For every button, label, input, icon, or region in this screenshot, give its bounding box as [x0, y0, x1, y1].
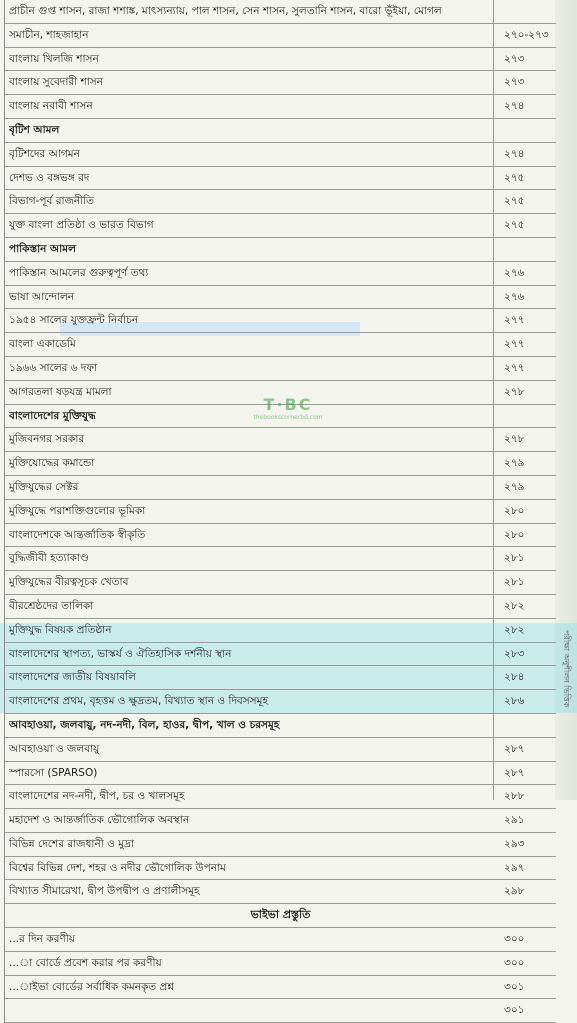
toc-row-title: বাংলাদেশকে আন্তর্জাতিক স্বীকৃতি	[9, 528, 146, 541]
toc-row-page: ২৭৫	[504, 195, 525, 208]
side-edge-text: পরীক্ষা অনুশীলন ভিত্তিক	[562, 630, 571, 708]
toc-row-title: বৃটিশদের আগমন	[9, 147, 80, 160]
toc-row-title: মুক্তিযুদ্ধের বীরত্বসূচক খেতাব	[9, 576, 129, 589]
toc-row	[5, 143, 556, 167]
toc-row	[5, 286, 556, 310]
toc-row-page: ২৮১	[504, 576, 525, 589]
toc-row	[5, 643, 556, 667]
toc-row	[5, 547, 556, 571]
toc-row	[5, 48, 556, 72]
toc-row	[5, 500, 556, 524]
toc-row-title: আগরতলা ষড়যন্ত্র মামলা	[9, 385, 112, 398]
toc-row-title: স্পারসো (SPARSO)	[9, 766, 98, 779]
toc-row-title: মুজিবনগর সরকার	[9, 433, 85, 446]
toc-row-page: ২৮৩	[504, 647, 525, 660]
toc-row	[5, 167, 556, 191]
toc-row	[5, 762, 556, 786]
toc-row	[5, 95, 556, 119]
toc-row-page: ২৭৯	[504, 457, 525, 470]
toc-row-title: প্রাচীন গুপ্ত শাসন, রাজা শশাঙ্ক, মাৎস্যন্যায়, পাল শাসন, সেন শাসন, সুলতানি শাসন, বারো ভূঁইয়া, মোগল	[9, 5, 442, 17]
toc-row-page: ২৭৯	[504, 480, 525, 493]
toc-row-title: ১৯৫৪ সালের যুক্তফ্রন্ট নির্বাচন	[9, 314, 139, 327]
toc-row	[5, 357, 556, 381]
toc-row-title: বুদ্ধিজীবী হত্যাকাণ্ড	[9, 552, 89, 565]
table-of-contents	[4, 0, 556, 1023]
toc-row	[5, 857, 556, 881]
toc-row-title: যুক্ত বাংলা প্রতিষ্ঠা ও ভারত বিভাগ	[9, 219, 154, 232]
toc-row	[5, 738, 556, 762]
toc-row-title: মুক্তিযোদ্ধের কমান্ডো	[9, 457, 95, 470]
toc-row	[5, 524, 556, 548]
toc-row-page: ২৯৭	[504, 861, 525, 874]
toc-row	[5, 809, 556, 833]
toc-row	[5, 666, 556, 690]
toc-row-title: বাংলাদেশের স্থাপত্য, ভাস্কর্য ও ঐতিহাসিক দর্শনীয় স্থান	[9, 647, 232, 660]
toc-row	[5, 928, 556, 952]
toc-row-title: ভাষা আন্দোলন	[9, 290, 75, 303]
toc-row-page: ২৮৭	[504, 766, 525, 779]
toc-row-title: বাংলাদেশের প্রথম, বৃহত্তম ও ক্ষুদ্রতম, বিখ্যাত স্থান ও দিবসসমূহ	[9, 695, 268, 708]
toc-row-page: ২৭৮	[504, 433, 525, 446]
toc-row-page: ২৮২	[504, 623, 525, 636]
toc-row-title: বাংলাদেশের মুক্তিযুদ্ধ	[9, 409, 96, 422]
toc-row-page: ২৯৮	[504, 885, 525, 898]
toc-row-page: ৩০১	[504, 1004, 525, 1017]
toc-row-page: ৩০১	[504, 980, 525, 993]
toc-row-page: ২৭৬	[504, 266, 525, 279]
toc-row-title: বিখ্যাত সীমারেখা, দ্বীপ উপদ্বীপ ও প্রণালীসমূহ	[9, 885, 200, 898]
toc-row-title: দেশভ ও বঙ্গভঙ্গ রদ	[9, 171, 90, 184]
toc-row	[5, 190, 556, 214]
toc-row-page: ২৮৭	[504, 742, 525, 755]
toc-row	[5, 690, 556, 714]
toc-row	[5, 71, 556, 95]
toc-row	[5, 785, 556, 809]
toc-row	[5, 333, 556, 357]
toc-row-title: বিশ্বের বিভিন্ন দেশ, শহর ও নদীর ভৌগোলিক উপনাম	[9, 861, 226, 874]
toc-row-page: ২৭৫	[504, 171, 525, 184]
toc-row-page: ২৮২	[504, 599, 525, 612]
toc-row	[5, 309, 556, 333]
toc-row-page: ২৮১	[504, 552, 525, 565]
watermark-logo: T·BC	[263, 395, 313, 414]
toc-row	[5, 619, 556, 643]
toc-row-page: ২৮০	[504, 504, 525, 517]
toc-row	[5, 999, 556, 1023]
toc-row-page: ২৭৭	[504, 314, 525, 327]
toc-row-page: ২৭৬	[504, 290, 525, 303]
toc-row-title: ১৯৬৬ সালের ৬ দফা	[9, 361, 98, 374]
toc-section-header	[5, 238, 556, 262]
toc-row-title: মুক্তিযুদ্ধের সেক্টর	[9, 480, 79, 493]
toc-row	[5, 428, 556, 452]
toc-row	[5, 571, 556, 595]
toc-row-title: ...াইভা বোর্ডের সর্বাধিক কমনকৃত প্রশ্ন	[9, 980, 174, 993]
toc-row-title: আবহাওয়া, জলবায়ু, নদ-নদী, বিল, হাওর, দ্বীপ, খাল ও চরসমূহ	[9, 718, 280, 731]
toc-row-page: ২৯৩	[504, 837, 525, 850]
toc-row-title: বাংলায় সুবেদারী শাসন	[9, 76, 103, 89]
toc-row-page: ২৭০-২৭৩	[504, 28, 549, 41]
toc-row-title: মুক্তিযুদ্ধে পরাশক্তিগুলোর ভূমিকা	[9, 504, 146, 517]
toc-row	[5, 0, 556, 24]
toc-row	[5, 595, 556, 619]
toc-row-title: আবহাওয়া ও জলবায়ু	[9, 742, 100, 755]
toc-row	[5, 833, 556, 857]
toc-row-page: ২৮৪	[504, 671, 525, 684]
toc-row	[5, 976, 556, 1000]
toc-row-title: মুক্তিযুদ্ধ বিষয়ক প্রতিষ্ঠান	[9, 623, 112, 636]
toc-row-page: ২৮০	[504, 528, 525, 541]
toc-row-title: বিভিন্ন দেশের রাজধানী ও মুদ্রা	[9, 837, 134, 850]
toc-row-page: ৩০০	[504, 956, 525, 969]
toc-row	[5, 262, 556, 286]
toc-row	[5, 214, 556, 238]
toc-row-title: বাংলাদেশের নদ-নদী, দ্বীপ, চর ও খালসমূহ	[9, 790, 185, 803]
toc-row-title: বাংলাদেশের জাতীয় বিষয়াবলি	[9, 671, 136, 684]
toc-row-page: ২৭৪	[504, 147, 525, 160]
toc-row-page: ২৭৫	[504, 219, 525, 232]
toc-row-title: মহাদেশ ও আন্তর্জাতিক ভৌগোলিক অবস্থান	[9, 814, 190, 827]
toc-row	[5, 880, 556, 904]
toc-row-page: ২৯১	[504, 814, 525, 827]
watermark-site: thebookscornerbd.com	[253, 414, 323, 421]
toc-row-title: ...া বোর্ডে প্রবেশ করার পর করণীয়	[9, 956, 162, 969]
toc-row-title: বীরশ্রেষ্ঠদের তালিকা	[9, 599, 94, 612]
watermark	[248, 395, 328, 421]
toc-row-page: ২৭৪	[504, 100, 525, 113]
toc-row-title: বাংলায় নবাবী শাসন	[9, 100, 93, 113]
toc-row-title: ...র দিন করণীয়	[9, 933, 75, 946]
toc-row-title: পাকিস্তান আমল	[9, 242, 76, 255]
toc-row-title: বাংলা একাডেমি	[9, 338, 76, 351]
toc-section-header	[5, 714, 556, 738]
toc-row	[5, 476, 556, 500]
toc-row-title: সমাচীন, শাহজাহান	[9, 28, 89, 41]
toc-row	[5, 952, 556, 976]
toc-row-title: বৃটিশ আমল	[9, 123, 60, 136]
section-title: ভাইভা প্রস্তুতি	[5, 904, 556, 928]
toc-row-title: বাংলায় খিলজি শাসন	[9, 52, 99, 65]
toc-row-page: ২৭৩	[504, 52, 525, 65]
toc-row-page: ২৭৮	[504, 385, 525, 398]
toc-row-page: ২৭৩	[504, 76, 525, 89]
toc-row	[5, 452, 556, 476]
toc-row-page: ২৮৬	[504, 695, 525, 708]
toc-row-page: ২৭৭	[504, 338, 525, 351]
toc-row-page: ২৮৮	[504, 790, 525, 803]
toc-section-header	[5, 119, 556, 143]
toc-row-page: ২৭৭	[504, 361, 525, 374]
toc-row-page: ৩০০	[504, 933, 525, 946]
toc-row	[5, 24, 556, 48]
toc-row-title: বিভাগ-পূর্ব রাজনীতি	[9, 195, 95, 208]
toc-row-title: পাকিস্তান আমলের গুরুত্বপূর্ণ তথ্য	[9, 266, 149, 279]
